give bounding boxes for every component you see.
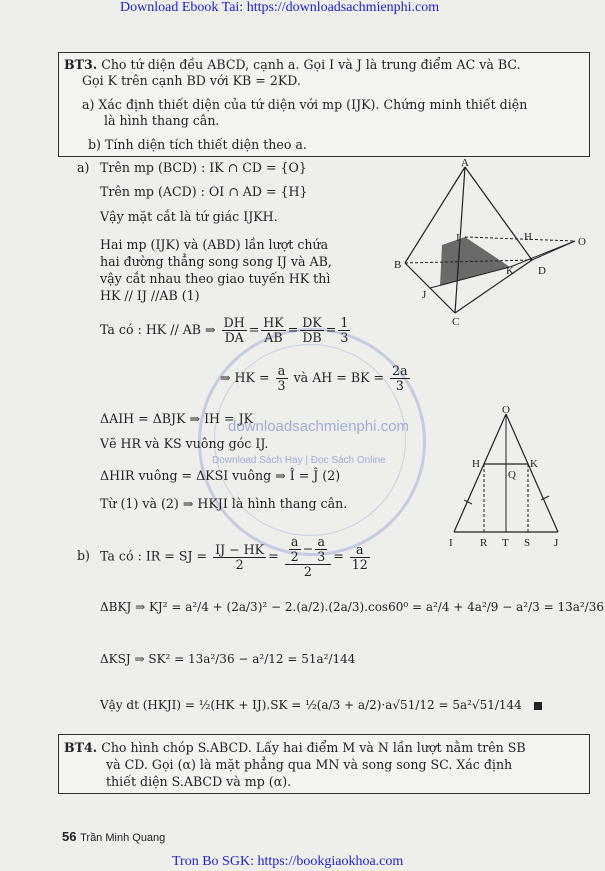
frac-dh-da: [222, 316, 247, 345]
den: AB: [264, 330, 283, 345]
label-o: O: [578, 236, 586, 248]
frac-a-3: [276, 364, 288, 393]
sol-a-ratio-equation: Ta có : HK // AB ⇒ $\frac{DH}{DA}$ = $\frac{HK}{AB}$ = $\frac{DK}{DB}$ = $\frac{1}{3}$: [100, 315, 349, 345]
bt4-line2: và CD. Gọi (α) là mặt phẳng qua MN và song song SC. Xác định: [106, 757, 513, 772]
den: 3: [395, 378, 404, 393]
sol-b-label: b): [77, 548, 90, 563]
den: 3: [277, 378, 286, 393]
page-footer: [62, 829, 165, 844]
frac-a-12: [350, 543, 370, 572]
label-h: H: [524, 231, 532, 243]
ir-prefix: Ta có : IR = SJ =: [100, 548, 208, 564]
sol-a-line11: Từ (1) và (2) ⇒ HKJI là hình thang cân.: [100, 496, 348, 511]
den: DA: [224, 330, 244, 345]
frac-ij-hk-2: [213, 543, 266, 572]
bt3-part-a-1: a) Xác định thiết diện của tứ diện với mp (IJK). Chứng minh thiết diện: [82, 97, 528, 112]
side-oi: [454, 414, 506, 532]
sol-a-hk-equation: [220, 364, 412, 393]
den: 12: [351, 556, 368, 572]
watermark-tagline: Download Sách Hay | Đọc Sách Online: [212, 455, 386, 466]
num: a: [315, 535, 327, 550]
label-t: T: [502, 537, 509, 549]
frac-a-3b: [315, 535, 327, 564]
sol-a-line7: HK // IJ //AB (1): [100, 288, 200, 303]
num: DH: [223, 315, 245, 330]
num: IJ − HK: [215, 541, 265, 557]
line-ko: [510, 241, 575, 267]
label-i: I: [456, 232, 460, 244]
label-a: A: [461, 157, 469, 169]
label-o2: O: [502, 404, 510, 416]
label-j2: J: [554, 537, 559, 549]
bt4-line1: Cho hình chóp S.ABCD. Lấy hai điểm M và N lần lượt nằm trên SB: [101, 740, 526, 755]
frac-hk-ab: [261, 316, 285, 345]
num: $\frac{a}{2}$ − $\frac{a}{3}$: [285, 535, 332, 565]
line-io: [465, 237, 575, 241]
tetrahedron-figure: [390, 155, 595, 330]
num: HK: [263, 315, 284, 330]
den: DB: [302, 330, 322, 345]
label-r: R: [480, 537, 488, 549]
den: 3: [340, 330, 349, 345]
trapezoid-figure: [440, 404, 590, 552]
bt4-line3: thiết diện S.ABCD và mp (α).: [106, 774, 292, 789]
label-c: C: [452, 316, 460, 328]
bt4-statement: [64, 740, 526, 755]
author-name: Trần Minh Quang: [80, 832, 166, 844]
sol-a-line2: Trên mp (ACD) : OI ∩ AD = {H}: [100, 184, 308, 199]
sol-a-line10: ΔHIR vuông = ΔKSI vuông ⇒ Î = Ĵ (2): [100, 468, 341, 483]
footer-link[interactable]: Tron Bo SGK: https://bookgiaokhoa.com: [172, 854, 404, 869]
bt3-line1: Cho tứ diện đều ABCD, cạnh a. Gọi I và J là trung điểm AC và BC.: [101, 57, 521, 72]
sol-b-bkj-equation: ΔBKJ ⇒ KJ² = a²/4 + (2a/3)² − 2.(a/2).(2a/3).cos60⁰ = a²/4 + 4a²/9 − a²/3 = 13a²/36: [100, 600, 604, 614]
page-number: 56: [62, 829, 77, 844]
num: a: [350, 543, 370, 558]
sol-b-area-equation: Vậy dt (HKJI) = ½(HK + IJ).SK = ½(a/3 + a/2)·a√51/12 = 5a²√51/144: [100, 698, 522, 712]
ratio-prefix: Ta có : HK // AB ⇒: [100, 322, 216, 337]
bt3-label: BT3.: [64, 57, 98, 72]
label-i2: I: [449, 537, 453, 549]
label-k: K: [506, 265, 514, 277]
num: 2a: [392, 363, 408, 378]
bt3-part-b: b) Tính diện tích thiết diện theo a.: [88, 137, 307, 152]
num: 1: [340, 315, 349, 330]
hk-mid: và AH = BK =: [293, 370, 385, 385]
header-link[interactable]: Download Ebook Tai: https://downloadsachmienphi.com: [120, 0, 440, 15]
num: a: [276, 364, 288, 379]
label-h2: H: [472, 458, 480, 470]
frac-2a-3: [390, 364, 410, 393]
frac-dk-db: [300, 316, 324, 345]
sol-a-line1: Trên mp (BCD) : IK ∩ CD = {O}: [100, 160, 307, 175]
sol-a-line4: Hai mp (IJK) và (ABD) lần lượt chứa: [100, 237, 329, 252]
label-b: B: [394, 259, 402, 271]
den: 2: [235, 556, 244, 572]
end-of-proof-mark: [534, 702, 542, 710]
bt4-label: BT4.: [64, 740, 98, 755]
label-d: D: [538, 265, 546, 277]
den: 2: [290, 549, 299, 564]
sol-a-line8: ΔAIH = ΔBJK ⇒ IH = JK: [100, 411, 254, 426]
watermark-site: downloadsachmienphi.com: [228, 418, 409, 435]
sol-a-line3: Vậy mặt cắt là tứ giác IJKH.: [100, 209, 278, 224]
den: 3: [317, 549, 326, 564]
hk-prefix: ⇒ HK =: [220, 370, 270, 385]
frac-a-2: [289, 535, 301, 564]
label-s: S: [524, 537, 531, 549]
label-q: Q: [508, 469, 516, 481]
sol-a-line5: hai đường thẳng song song IJ và AB,: [100, 254, 332, 269]
den: 2: [303, 564, 312, 579]
bt3-part-a-2: là hình thang cân.: [104, 113, 220, 128]
label-j: J: [422, 289, 427, 301]
sol-a-line6: vậy cắt nhau theo giao tuyến HK thì: [100, 271, 331, 286]
frac-nested: [285, 535, 332, 579]
sol-b-ksj-equation: ΔKSJ ⇒ SK² = 13a²/36 − a²/12 = 51a²/144: [100, 652, 356, 666]
sol-b-ir-equation: Ta có : IR = SJ = $\frac{IJ - HK}{2}$ = $\frac{a}{2}$ − $\frac{a}{3}$ 2 = $\frac{a}{12}$: [100, 534, 368, 579]
sol-a-label: a): [77, 160, 90, 175]
frac-one-third: [338, 316, 350, 345]
num: a: [289, 535, 301, 550]
num: DK: [302, 315, 322, 330]
bt3-statement: [64, 57, 521, 72]
sol-a-line9: Vẽ HR và KS vuông góc IJ.: [100, 436, 269, 451]
label-k2: K: [530, 458, 538, 470]
bt3-line2: Gọi K trên cạnh BD với KB = 2KD.: [82, 73, 301, 88]
